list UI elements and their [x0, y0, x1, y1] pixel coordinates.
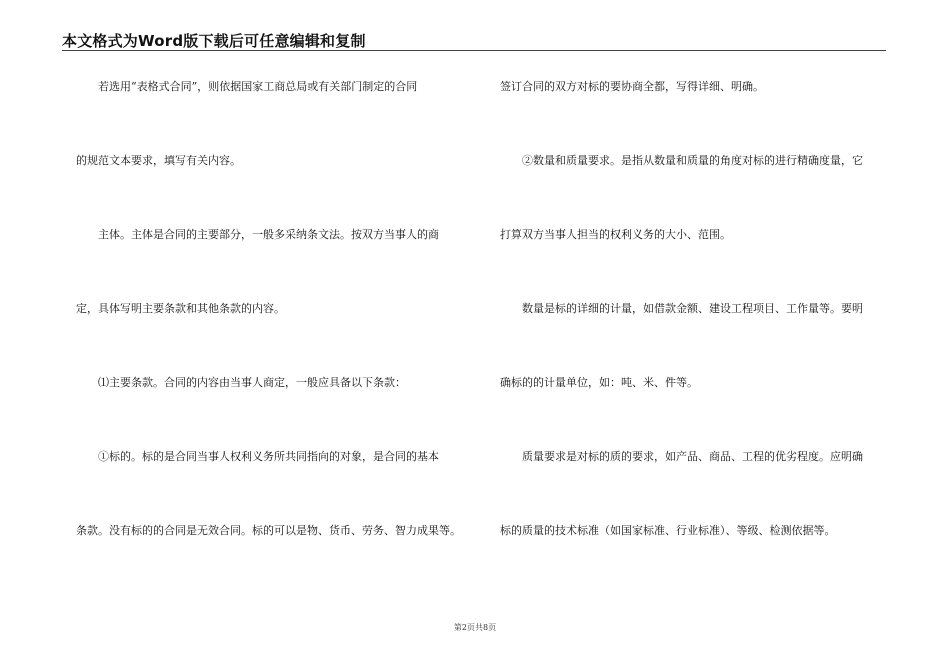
left-text-column [76, 66, 476, 584]
paragraph-line: 打算双方当事人担当的权利义务的大小、范围。 [500, 228, 731, 241]
paragraph-line: 标的质量的技术标准（如国家标准、行业标准）、等级、检测依据等。 [500, 524, 836, 537]
paragraph-line: ①标的。标的是合同当事人权利义务所共同指向的对象，是合同的基本 [98, 450, 439, 463]
paragraph-line: 主体。主体是合同的主要部分，一般多采纳条文法。按双方当事人的商 [98, 228, 439, 241]
header-divider [62, 50, 886, 51]
paragraph-line: ⑴主要条款。合同的内容由当事人商定，一般应具备以下条款： [98, 376, 406, 389]
paragraph-line: 数量是标的详细的计量，如借款金额、建设工程项目、工作量等。要明 [522, 302, 863, 315]
paragraph-line: 签订合同的双方对标的要协商全都，写得详细、明确。 [500, 80, 764, 93]
paragraph-line: 定，具体写明主要条款和其他条款的内容。 [76, 302, 285, 315]
page-number-footer: 第2页共8页 [453, 623, 497, 632]
paragraph-line: 的规范文本要求，填写有关内容。 [76, 154, 241, 167]
paragraph-line: 若选用“表格式合同”，则依据国家工商总局或有关部门制定的合同 [98, 80, 418, 93]
paragraph-line: ②数量和质量要求。是指从数量和质量的角度对标的进行精确度量，它 [522, 154, 863, 167]
paragraph-line: 确标的的计量单位，如：吨、米、件等。 [500, 376, 698, 389]
paragraph-line: 质量要求是对标的质的要求，如产品、商品、工程的优劣程度。应明确 [522, 450, 863, 463]
document-header-title: 本文格式为Word版下载后可任意编辑和复制 [62, 32, 366, 50]
paragraph-line: 条款。没有标的的合同是无效合同。标的可以是物、货币、劳务、智力成果等。 [76, 524, 461, 537]
right-text-column [500, 66, 900, 584]
